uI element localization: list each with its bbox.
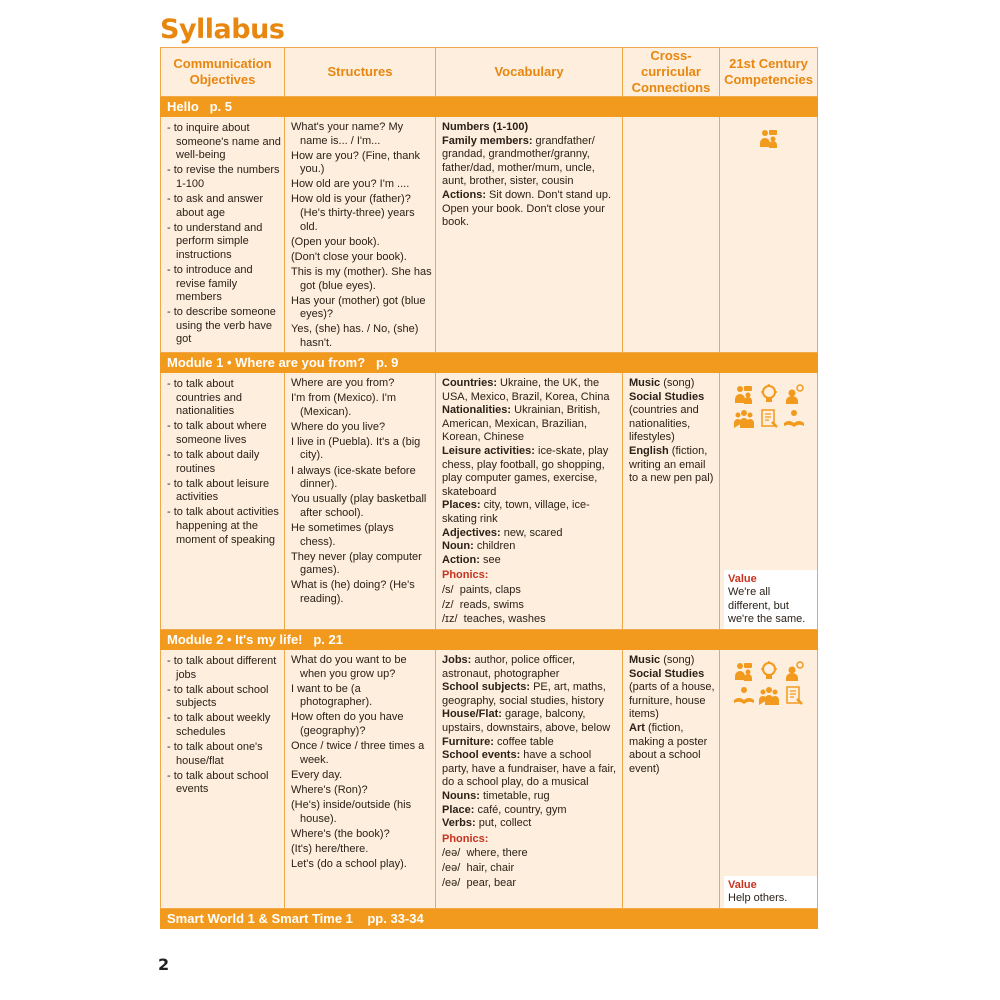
objective-item: - to talk about countries and nationalities	[167, 378, 243, 418]
value-text: Help others.	[728, 892, 788, 905]
column-header-structures: Structures	[285, 48, 436, 97]
vocab-text: café, country, gym	[474, 803, 567, 816]
vocab-label: School events:	[442, 749, 521, 762]
structure-item: Where do you live?	[291, 420, 386, 433]
cross-curricular-cell	[623, 373, 720, 630]
subject-text: (song)	[660, 654, 695, 666]
value-box	[724, 570, 817, 629]
vocab-text: children	[473, 540, 516, 553]
vocab-label: Places:	[442, 499, 481, 512]
subject-label: Art	[629, 721, 645, 734]
page-number: 2	[158, 955, 170, 974]
subject-label: Music	[629, 377, 661, 389]
objective-item: - to talk about one's house/flat	[167, 741, 263, 767]
objective-item: - to understand and perform simple instructions	[167, 221, 263, 261]
structure-item: Let's (do a school play).	[291, 857, 407, 870]
helping-hands-icon	[733, 685, 755, 707]
objective-item: - to inquire about someone's name and well-being	[167, 122, 281, 162]
subject-text: (song)	[660, 377, 695, 389]
vocab-label: Countries:	[442, 377, 497, 389]
group-icon	[733, 660, 755, 682]
vocabulary-cell	[436, 650, 623, 909]
structure-item: (He's) inside/outside (his house).	[291, 798, 412, 825]
vocab-text: garage, balcony, upstairs, downstairs, above, below	[442, 708, 611, 734]
vocab-label: Noun:	[442, 540, 474, 553]
vocab-text: author, police officer, astronaut, photographer	[442, 654, 576, 680]
vocab-text: ice-skate, play chess, play football, go shopping, play computer games, exercise, skateboard	[442, 444, 609, 498]
phonics-item: /eə/ hair, chair	[442, 861, 515, 874]
vocab-label: Furniture:	[442, 735, 494, 748]
subject-text: (parts of a house, furniture, house items)	[629, 681, 715, 721]
phonics-label: Phonics:	[442, 832, 489, 845]
phonics-item: /ɪz/ teaches, washes	[442, 613, 546, 626]
document-icon	[783, 685, 805, 707]
structures-cell	[285, 650, 436, 909]
structure-item: They never (play computer games).	[291, 550, 422, 577]
vocab-label: Place:	[442, 803, 475, 816]
vocab-label: Nationalities:	[442, 404, 512, 417]
objectives-cell	[161, 117, 285, 353]
objective-item: - to talk about school events	[167, 769, 269, 796]
lightbulb-icon	[758, 660, 780, 682]
structure-item: You usually (play basketball after school).	[291, 493, 427, 519]
column-header-competencies: 21st Century Competencies	[720, 48, 818, 97]
vocab-text: put, collect	[475, 817, 532, 830]
objective-item: - to talk about different jobs	[167, 655, 277, 681]
person-idea-icon	[783, 660, 805, 682]
vocabulary-cell	[436, 117, 623, 353]
team-icon	[758, 685, 780, 707]
subject-label: Music	[629, 654, 661, 666]
vocab-label: Family members:	[442, 134, 533, 147]
phonics-item: /eə/ where, there	[442, 847, 528, 860]
structure-item: How old are you? I'm ....	[291, 178, 410, 191]
phonics-label: Phonics:	[442, 569, 489, 582]
objective-item: - to talk about weekly schedules	[167, 712, 271, 738]
vocab-label: House/Flat:	[442, 708, 502, 721]
syllabus-table	[160, 47, 818, 929]
column-header-cross-curricular: Cross-curricular Connections	[623, 48, 720, 97]
structure-item: (Don't close your book).	[291, 250, 407, 263]
objective-item: - to talk about school subjects	[167, 683, 269, 710]
section-header-module-2: Module 2 • It's my life! p. 21	[161, 630, 818, 650]
vocab-text: Ukraine, the UK, the USA, Mexico, Brazil, Korea, China	[442, 377, 610, 403]
structure-item: How old is your (father)? (He's thirty-three) years old.	[291, 193, 415, 233]
objective-item: - to talk about leisure activities	[167, 477, 270, 504]
vocab-label: Numbers (1-100)	[442, 121, 529, 133]
structure-item: How often do you have (geography)?	[291, 711, 404, 737]
vocab-label: Jobs:	[442, 654, 472, 666]
objective-item: - to introduce and revise family members	[167, 263, 253, 304]
column-header-row	[161, 48, 818, 97]
structure-item: Once / twice / three times a week.	[291, 740, 425, 766]
vocab-label: School subjects:	[442, 681, 531, 694]
structure-item: I want to be (a photographer).	[291, 682, 373, 709]
value-box	[724, 876, 817, 908]
vocab-label: Leisure activities:	[442, 444, 535, 457]
objectives-cell	[161, 373, 285, 630]
structures-cell	[285, 373, 436, 630]
structure-item: (Open your book).	[291, 235, 380, 248]
objective-item: - to talk about activities happening at the moment of speaking	[167, 506, 279, 546]
vocab-text: Sit down. Don't stand up. Open your book. Don't close your book.	[442, 188, 612, 229]
objective-item: - to describe someone using the verb have got	[167, 306, 276, 346]
structure-item: Where's (Ron)?	[291, 783, 368, 796]
structure-item: Where's (the book)?	[291, 827, 390, 840]
section-header-hello: Hello p. 5	[161, 97, 818, 117]
section-header-module-1: Module 1 • Where are you from? p. 9	[161, 353, 818, 373]
structure-item: Yes, (she) has. / No, (she) hasn't.	[291, 323, 419, 349]
competencies-cell	[720, 373, 818, 630]
structure-item: He sometimes (plays chess).	[291, 521, 394, 548]
vocab-text: grandfather/ grandad, grandmother/granny, father/dad, mother/mum, uncle, aunt, brother, sister, cousin	[442, 134, 595, 188]
section-header-smart-world: Smart World 1 & Smart Time 1 pp. 33-34	[161, 909, 818, 929]
section-row-module-2	[161, 650, 818, 909]
vocab-label: Verbs:	[442, 817, 476, 830]
value-text: We're all different, but we're the same.	[728, 586, 806, 626]
group-icon	[758, 127, 780, 149]
structure-item: I always (ice-skate before dinner).	[291, 464, 416, 491]
subject-text: (countries and nationalities, lifestyles)	[629, 404, 699, 444]
phonics-item: /eə/ pear, bear	[442, 876, 516, 889]
subject-label: English	[629, 444, 669, 457]
page-title: Syllabus	[160, 14, 285, 45]
section-row-module-1	[161, 373, 818, 630]
objective-item: - to ask and answer about age	[167, 192, 263, 219]
vocab-text: city, town, village, ice-skating rink	[442, 499, 590, 525]
objective-item: - to talk about where someone lives	[167, 420, 267, 446]
lightbulb-icon	[758, 383, 780, 405]
structure-item: I'm from (Mexico). I'm (Mexican).	[291, 392, 397, 418]
vocabulary-cell	[436, 373, 623, 630]
group-icon	[733, 383, 755, 405]
team-icon	[733, 408, 755, 430]
structure-item: What is (he) doing? (He's reading).	[291, 579, 415, 605]
vocab-label: Action:	[442, 553, 480, 566]
competencies-cell	[720, 117, 818, 353]
structure-item: What's your name? My name is... / I'm...	[291, 121, 404, 147]
cross-curricular-cell	[623, 117, 720, 353]
vocab-text: coffee table	[493, 735, 554, 748]
subject-label: Social Studies	[629, 667, 705, 680]
subject-label: Social Studies	[629, 390, 705, 403]
vocab-label: Adjectives:	[442, 526, 501, 539]
vocab-text: PE, art, maths, geography, social studies, history	[442, 681, 606, 707]
phonics-item: /s/ paints, claps	[442, 583, 521, 596]
vocab-text: timetable, rug	[479, 789, 550, 802]
objective-item: - to revise the numbers 1-100	[167, 164, 280, 190]
structure-item: What do you want to be when you grow up?	[291, 654, 407, 680]
person-idea-icon	[783, 383, 805, 405]
structure-item: How are you? (Fine, thank you.)	[291, 149, 421, 176]
document-icon	[758, 408, 780, 430]
subject-text: (fiction, making a poster about a school event)	[629, 721, 708, 775]
vocab-label: Actions:	[442, 188, 486, 201]
structure-item: Every day.	[291, 768, 343, 781]
objectives-cell	[161, 650, 285, 909]
structure-item: Has your (mother) got (blue eyes)?	[291, 294, 426, 321]
structure-item: I live in (Puebla). It's a (big city).	[291, 435, 421, 462]
vocab-text: new, scared	[500, 526, 563, 539]
value-label: Value	[728, 878, 757, 891]
vocab-label: Nouns:	[442, 789, 480, 802]
cross-curricular-cell	[623, 650, 720, 909]
vocab-text: see	[479, 553, 501, 566]
structure-item: This is my (mother). She has got (blue eyes).	[291, 265, 432, 292]
vocab-text: have a school party, have a fundraiser, have a fair, do a school play, do a musical	[442, 749, 617, 789]
column-header-vocabulary: Vocabulary	[436, 48, 623, 97]
value-label: Value	[728, 572, 757, 585]
competencies-cell	[720, 650, 818, 909]
structure-item: Where are you from?	[291, 377, 395, 389]
objective-item: - to talk about daily routines	[167, 448, 260, 475]
structures-cell	[285, 117, 436, 353]
helping-hands-icon	[783, 408, 805, 430]
subject-text: (fiction, writing an email to a new pen pal)	[629, 444, 714, 485]
section-row-hello	[161, 117, 818, 353]
vocab-text: Ukrainian, British, American, Mexican, Brazilian, Korean, Chinese	[442, 404, 601, 444]
phonics-item: /z/ reads, swims	[442, 598, 524, 611]
column-header-objectives: Communication Objectives	[161, 48, 285, 97]
structure-item: (It's) here/there.	[291, 842, 369, 855]
